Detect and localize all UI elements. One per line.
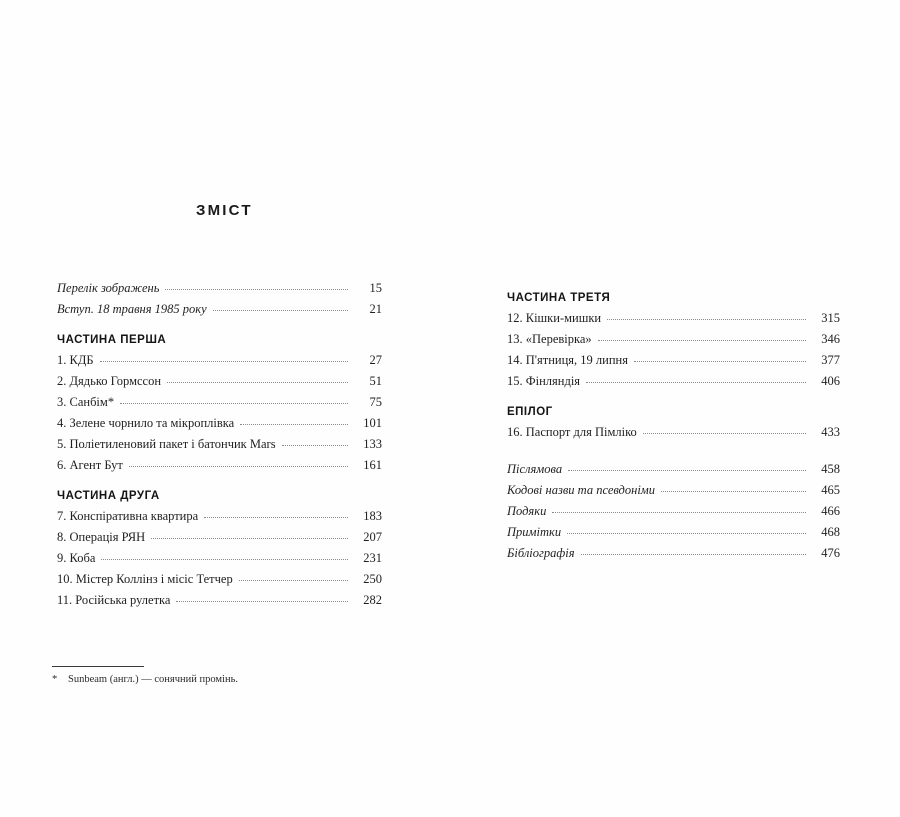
leader-dots (239, 569, 348, 581)
toc-entry-page-number: 465 (821, 483, 840, 497)
toc-entry[interactable] (507, 522, 840, 543)
toc-entry[interactable] (57, 548, 382, 569)
footnote-label: Sunbeam (англ.) — сонячний промінь. (68, 674, 238, 685)
leader-dots (282, 434, 348, 446)
toc-entry-page-number: 101 (363, 416, 382, 430)
toc-entry-page-number: 183 (363, 509, 382, 523)
leader-dots (100, 350, 348, 362)
leader-dots (204, 506, 348, 518)
toc-entry-label: 7. Конспіративна квартира (57, 509, 199, 523)
toc-entry-page-number: 161 (363, 458, 382, 472)
leader-dots (213, 299, 348, 311)
toc-entry-page-number: 315 (821, 311, 840, 325)
toc-entry[interactable] (57, 350, 382, 371)
toc-entry-page-number: 433 (821, 425, 840, 439)
toc-entry[interactable] (57, 590, 382, 611)
part-heading: ЧАСТИНА ТРЕТЯ (507, 292, 611, 304)
footnote-marker: * (52, 674, 58, 685)
toc-entry-label: 10. Містер Коллінз і місіс Тетчер (57, 572, 233, 586)
toc-column-right (450, 278, 900, 611)
toc-entry-page-number: 377 (821, 353, 840, 367)
footnote-body (52, 674, 372, 685)
toc-entry[interactable] (57, 413, 382, 434)
toc-entry[interactable] (507, 422, 840, 443)
toc-entry-page-number: 207 (363, 530, 382, 544)
toc-entry-label: 4. Зелене чорнило та мікроплівка (57, 416, 235, 430)
toc-entry-page-number: 231 (363, 551, 382, 565)
toc-entry-label: 3. Санбім* (57, 395, 115, 409)
leader-dots (567, 522, 806, 534)
toc-entry[interactable] (507, 350, 840, 371)
leader-dots (598, 329, 806, 341)
toc-entry-label: Післямова (507, 462, 563, 476)
toc-entry[interactable] (507, 480, 840, 501)
toc-entry-page-number: 27 (369, 353, 382, 367)
toc-entry[interactable] (57, 278, 382, 299)
toc-entry-label: 9. Коба (57, 551, 96, 565)
toc-entry[interactable] (57, 527, 382, 548)
toc-entry-label: Перелік зображень (57, 281, 160, 295)
leader-dots (634, 350, 806, 362)
toc-entry[interactable] (57, 569, 382, 590)
toc-entry-page-number: 133 (363, 437, 382, 451)
leader-dots (176, 590, 348, 602)
toc-entry[interactable] (507, 543, 840, 564)
toc-entry-label: 13. «Перевірка» (507, 332, 592, 346)
leader-dots (607, 308, 806, 320)
toc-entry-label: 11. Російська рулетка (57, 593, 171, 607)
toc-entry-page-number: 346 (821, 332, 840, 346)
toc-entry-label: 5. Поліетиленовий пакет і батончик Mars (57, 437, 276, 451)
toc-columns (0, 278, 900, 611)
leader-dots (240, 413, 348, 425)
toc-column-left (0, 278, 450, 611)
footnote-divider (52, 666, 144, 667)
leader-dots (165, 278, 348, 290)
toc-entry-page-number: 468 (821, 525, 840, 539)
toc-entry[interactable] (57, 434, 382, 455)
leader-dots (151, 527, 348, 539)
toc-entry-page-number: 75 (369, 395, 382, 409)
toc-entry-page-number: 458 (821, 462, 840, 476)
toc-entry-label: 15. Фінляндія (507, 374, 581, 388)
leader-dots (643, 422, 806, 434)
toc-entry-page-number: 21 (369, 302, 382, 316)
toc-entry-page-number: 15 (369, 281, 382, 295)
toc-entry[interactable] (57, 299, 382, 320)
leader-dots (581, 543, 806, 555)
toc-entry-page-number: 406 (821, 374, 840, 388)
toc-entry-label: 16. Паспорт для Пімліко (507, 425, 637, 439)
toc-entry-label: Вступ. 18 травня 1985 року (57, 302, 207, 316)
toc-entry-page-number: 250 (363, 572, 382, 586)
part-heading: ЧАСТИНА ДРУГА (57, 490, 160, 502)
toc-entry-label: Бібліографія (507, 546, 575, 560)
toc-entry-label: 12. Кішки-мишки (507, 311, 602, 325)
toc-entry[interactable] (507, 459, 840, 480)
toc-entry-page-number: 466 (821, 504, 840, 518)
leader-dots (552, 501, 806, 513)
leader-dots (129, 455, 348, 467)
toc-entry[interactable] (507, 501, 840, 522)
toc-entry-label: 14. П'ятниця, 19 липня (507, 353, 628, 367)
page-title: ЗМІСТ (196, 202, 253, 219)
section-spacer (507, 443, 840, 459)
toc-entry-page-number: 282 (363, 593, 382, 607)
toc-entry[interactable] (507, 329, 840, 350)
leader-dots (568, 459, 806, 471)
toc-entry-label: Кодові назви та псевдоніми (507, 483, 656, 497)
toc-entry-page-number: 51 (369, 374, 382, 388)
toc-entry[interactable] (57, 371, 382, 392)
toc-entry[interactable] (507, 371, 840, 392)
toc-entry-label: 6. Агент Бут (57, 458, 123, 472)
toc-entry-label: 8. Операція РЯН (57, 530, 146, 544)
leader-dots (661, 480, 806, 492)
toc-entry-page-number: 476 (821, 546, 840, 560)
footnote (52, 666, 372, 685)
toc-entry[interactable] (57, 392, 382, 413)
part-heading: ЕПІЛОГ (507, 406, 553, 418)
toc-entry-label: Примітки (507, 525, 562, 539)
leader-dots (101, 548, 348, 560)
leader-dots (167, 371, 348, 383)
toc-entry-label: 2. Дядько Гормссон (57, 374, 162, 388)
toc-entry[interactable] (57, 455, 382, 476)
toc-entry[interactable] (507, 308, 840, 329)
leader-dots (120, 392, 348, 404)
part-heading: ЧАСТИНА ПЕРША (57, 334, 167, 346)
leader-dots (586, 371, 806, 383)
toc-entry[interactable] (57, 506, 382, 527)
toc-entry-label: Подяки (507, 504, 547, 518)
toc-entry-label: 1. КДБ (57, 353, 94, 367)
